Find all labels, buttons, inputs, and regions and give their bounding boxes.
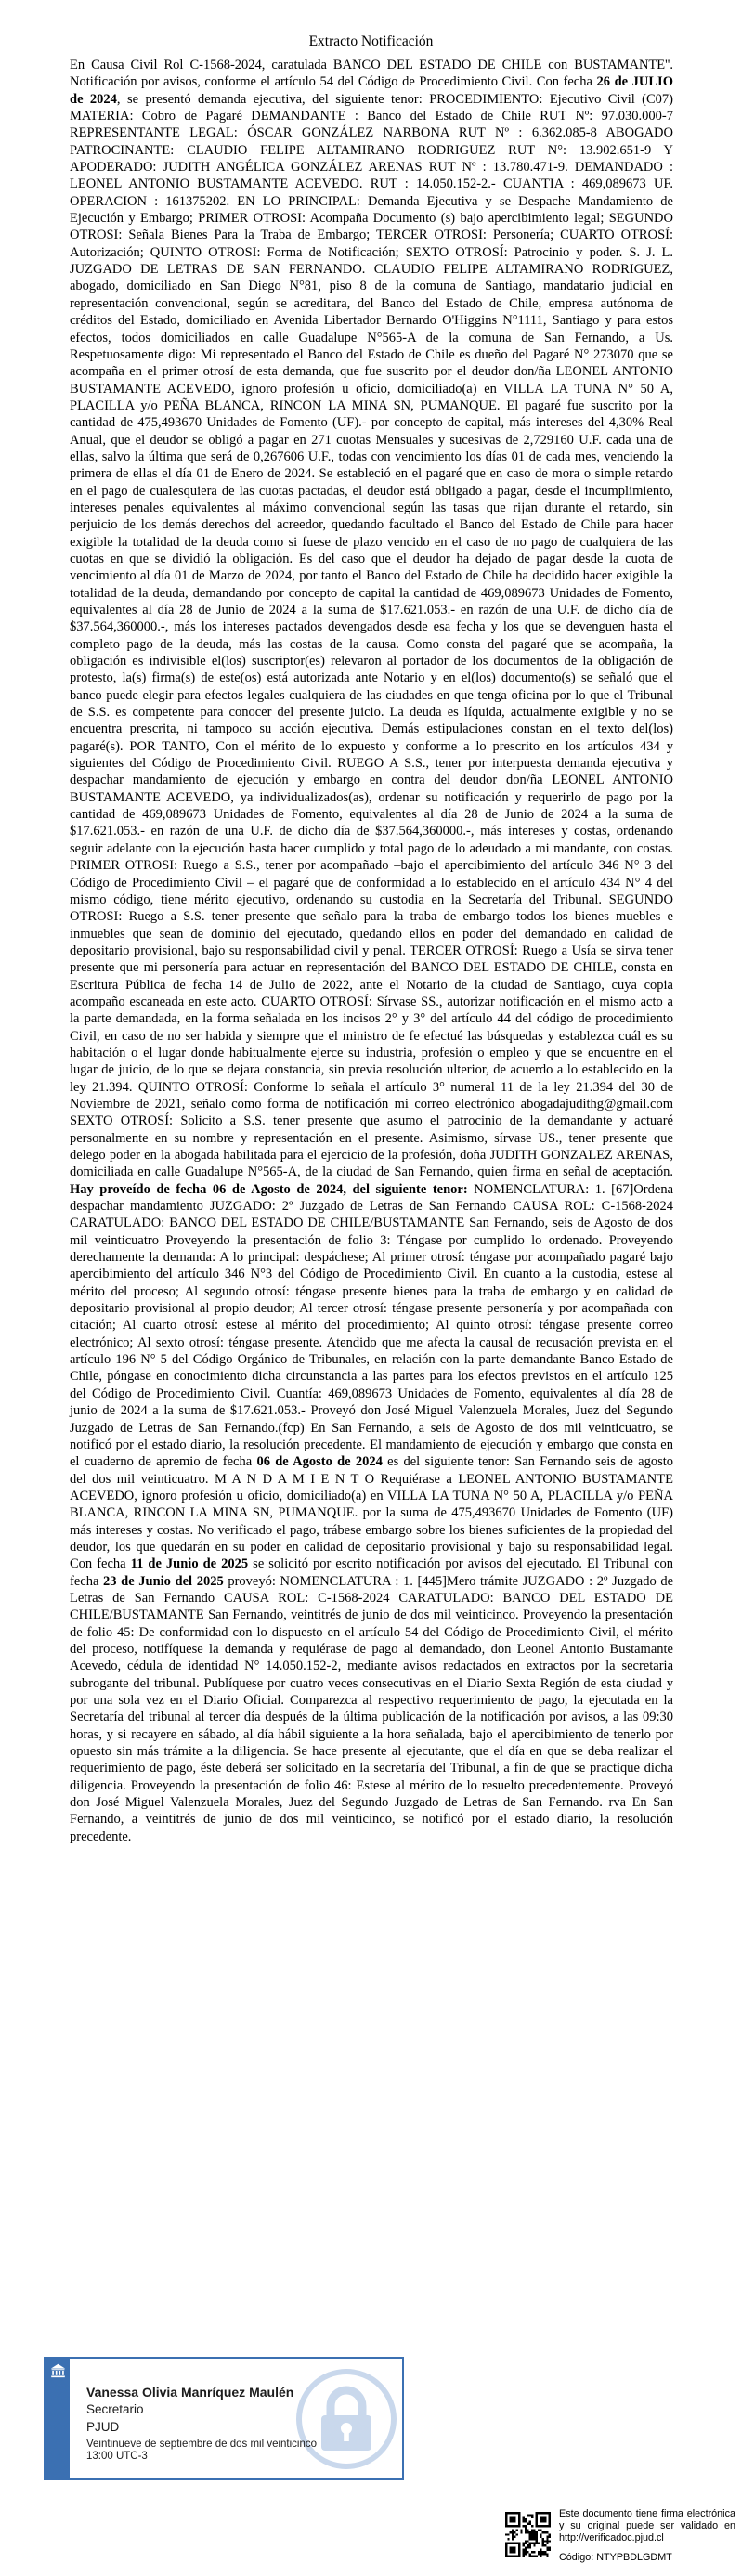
body-segment: Hay proveído de fecha 06 de Agosto de 2024, del siguiente tenor: bbox=[70, 1181, 468, 1197]
signature-block bbox=[44, 2357, 404, 2480]
signature-details bbox=[86, 2385, 397, 2463]
signer-organization: PJUD bbox=[86, 2420, 120, 2434]
body-segment: , se presentó demanda ejecutiva, del siguiente tenor: PROCEDIMIENTO: Ejecutivo Civil (C07) MATERIA: Cobro de Pagaré DEMANDANTE : Banco del Estado de Chile RUT Nº: 97.030.000-7 REPRESENTANTE LEGAL: ÓSCAR GONZÁLEZ NARBONA RUT Nº : 6.362.085-8 ABOGADO PATROCINANTE: CLAUDIO FELIPE ALTAMIRANO RODRIGUEZ RUT N°: 13.902.651-9 Y APODERADO: JUDITH ANGÉLICA GONZÁLEZ ARENAS RUT Nº : 13.780.471-9. DEMANDADO : LEONEL ANTONIO BUSTAMANTE ACEVEDO. RUT : 14.050.152-2.- CUANTIA : 469,089673 UF. OPERACION : 161375202. EN LO PRINCIPAL: Demanda Ejecutiva y se Despache Mandamiento de Ejecución y Embargo; PRIMER OTROSI: Acompaña Documento (s) bajo apercibimiento legal; SEGUNDO OTROSI: Señala Bienes Para la Traba de Embargo; TERCER OTROSI: Personería; CUARTO OTROSÍ: Autorización; QUINTO OTROSI: Forma de Notificación; SEXTO OTROSÍ: Patrocinio y poder. S. J. L. JUZGADO DE LETRAS DE SAN FERNANDO. CLAUDIO FELIPE ALTAMIRANO RODRIGUEZ, abogado, domiciliado en San Diego N°81, piso 8 de la comuna de Santiago, mandatario judicial en representación convencional, según se acreditara, del Banco del Estado de Chile, empresa autónoma de créditos del Estado, domiciliado en Avenida Libertador Bernardo O'Higgins N°1111, Santiago y para estos efectos, todos domiciliados en calle Guadalupe N°565-A de la comuna de San Fernando, a Us. Respetuosamente digo: Mi representado el Banco del Estado de Chile es dueño del Pagaré N° 273070 que se acompaña en el primer otrosí de esta demanda, que fue suscrito por el deudor don/ña LEONEL ANTONIO BUSTAMANTE ACEVEDO, ignoro profesión u oficio, domiciliado(a) en VILLA LA TUNA N° 50 A, PLACILLA y/o PEÑA BLANCA, RINCON LA MINA SN, PUMANQUE. El pagaré fue suscrito por la cantidad de 475,493670 Unidades de Fomento (UF).- por concepto de capital, más intereses del 4,30% Real Anual, que el deudor se obligó a pagar en 271 cuotas Mensuales y sucesivas de 2,729160 U.F. cada una de ellas, salvo la última que será de 0,267606 U.F., todas con vencimiento los días 01 de cada mes, venciendo la primera de ellas el día 01 de Enero de 2024. Se estableció en el pagaré que en caso de mora o simple retardo en el pago de cualesquiera de las cuotas pactadas, el deudor está obligado a pagar, desde el incumplimiento, intereses penales equivalentes al máximo convencional según las tasas que rijan durante el retardo, sin perjuicio de los demás derechos del acreedor, quedando facultado el Banco del Estado de Chile para hacer exigible la totalidad de la deuda como si fuese de plazo vencido en el caso de no pago de cualquiera de las cuotas en que se dividió la obligación. Es del caso que el deudor ha dejado de pagar desde la cuota de vencimiento al día 01 de Marzo de 2024, por tanto el Banco del Estado de Chile ha decidido hacer exigible la totalidad de la deuda, demandando por concepto de capital la cantidad de 469,089673 Unidades de Fomento, equivalentes al día 28 de Junio de 2024 a la suma de $17.621.053.- en razón de una U.F. de dicho día de $37.564,360000.-, más los intereses pactados devengados desde esa fecha y los que se devenguen hasta el completo pago de la deuda, más las costas de la causa. Como consta del pagaré que se acompaña, la obligación es indivisible el(los) suscriptor(es) relevaron al portador de los documentos de la obligación de protesto, la(s) firma(s) de este(os) está autorizada ante Notario y en el(los) documento(s) se señaló que el banco puede elegir para efectos legales cualquiera de las ciudades en que tenga oficina por lo que el Tribunal de S.S. es competente para conocer del presente juicio. La deuda es líquida, actualmente exigible y no se encuentra prescrita, ni tampoco su acción ejecutiva. Demás estipulaciones constan en el texto del(los) pagaré(s). POR TANTO, Con el mérito de lo expuesto y conforme a lo prescrito en los artículos 434 y siguientes del Código de Procedimiento Civil. RUEGO A S.S., tener por interpuesta demanda ejecutiva y despachar mandamiento de ejecución y embargo en contra del deudor don/ña LEONEL ANTONIO BUSTAMANTE ACEVEDO, ya individualizados(as), ordenar su notificación y requerirlo de pago por la cantidad de 469,089673 Unidades de Fomento, equivalentes al día 28 de Junio de 2024 a la suma de $17.621.053.- en razón de una U.F. de dicho día de $37.564,360000.-, más intereses y costas, ordenando seguir adelante con la ejecución hasta hacer cumplido y total pago de lo adeudado a mi mandante, con costas. PRIMER OTROSI: Ruego a S.S., tener por acompañado –bajo el apercibimiento del artículo 346 N° 3 del Código de Procedimiento Civil – el pagaré que de conformidad a lo establecido en el artículo 434 N° 4 del mismo código, tiene mérito ejecutivo, ordenando su custodia en la Secretaría del Tribunal. SEGUNDO OTROSI: Ruego a S.S. tener presente que señalo para la traba de embargo todos los bienes muebles e inmuebles que sean de dominio del ejecutado, quedando ellos en poder del demandado en calidad de depositario provisional, bajo su responsabilidad civil y penal. TERCER OTROSÍ: Ruego a Usía se sirva tener presente que mi personería para actuar en representación del BANCO DEL ESTADO DE CHILE, consta en Escritura Pública de fecha 14 de Julio de 2022, ante el Notario de la ciudad de Santiago, cuya copia acompaño escaneada en este acto. CUARTO OTROSÍ: Sírvase SS., autorizar notificación en el mismo acto a la parte demandada, en la forma señalada en los incisos 2° y 3° del artículo 44 del código de procedimiento Civil, en caso de no ser habida y siempre que el ministro de fe efectué las búsquedas y establezca cuál es su habitación o el lugar donde habitualmente ejerce su industria, profesión o empleo y que se encuentre en el lugar de juicio, de lo que se dejara constancia, sin previa resolución ulterior, de acuerdo a lo establecido en la ley 21.394. QUINTO OTROSÍ: Conforme lo señala el artículo 3° numeral 11 de la ley 21.394 del 30 de Noviembre de 2021, señalo como forma de notificación mi correo electrónico abogadajudithg@gmail.com SEXTO OTROSÍ: Solicito a S.S. tener presente que asumo el patrocinio de la demandante y actuaré personalmente en su nombre y representación en el presente. Asimismo, sírvase US., tener presente que delego poder en la abogada habilitada para el ejercicio de la profesión, doña JUDITH GONZALEZ ARENAS, domiciliada en calle Guadalupe N°565-A, de la ciudad de San Fernando, quien firma en señal de aceptación. bbox=[70, 91, 674, 1180]
verification-block bbox=[505, 2508, 735, 2564]
body-segment: 26 de JULIO de 2024 bbox=[70, 74, 673, 107]
signature-date: Veintinueve de septiembre de dos mil veinticinco bbox=[86, 2439, 318, 2450]
verification-message: Este documento tiene firma electrónica y su original puede ser validado en http://verificadoc.pjud.cl bbox=[559, 2508, 735, 2543]
body-segment: NOMENCLATURA: 1. [67]Ordena despachar mandamiento JUZGADO: 2º Juzgado de Letras de San Fernando CAUSA ROL: C-1568-2024 CARATULADO: BANCO DEL ESTADO DE CHILE/BUSTAMANTE San Fernando, seis de Agosto de dos mil veinticuatro Proveyendo la presentación de folio 3: Téngase por cumplido lo ordenado. Proveyendo derechamente la demanda: A lo principal: despáchese; Al primer otrosí: téngase por acompañado pagaré bajo apercibimiento del artículo 346 N°3 del Código de Procedimiento Civil. En cuanto a la custodia, estese al mérito del proceso; Al segundo otrosí: téngase presente bienes para la traba de embargo y en calidad de depositario provisional al propio deudor; Al tercer otrosí: téngase presente personería y por acompañada con citación; Al cuarto otrosí: estese al mérito del procedimiento; Al quinto otrosí: téngase presente correo electrónico; Al sexto otrosí: téngase presente. Atendido que me afecta la causal de recusación prevista en el artículo 196 N° 5 del Código Orgánico de Tribunales, en relación con la parte demandante Banco Estado de Chile, póngase en conocimiento dicha circunstancia a las partes para los efectos previstos en el artículo 125 del Código de Procedimiento Civil. Cuantía: 469,089673 Unidades de Fomento, equivalentes al día 28 de junio de 2024 a la suma de $17.621.053.- Proveyó don José Miguel Valenzuela Morales, Juez del Segundo Juzgado de Letras de San Fernando.(fcp) En San Fernando, a seis de Agosto de dos mil veinticuatro, se notificó por el estado diario, la resolución precedente. El mandamiento de ejecución y embargo que consta en el cuaderno de apremio de fecha bbox=[70, 1181, 674, 1470]
body-segment: En Causa Civil Rol C-1568-2024, caratulada BANCO DEL ESTADO DE CHILE con BUSTAMANTE''. Notificación por avisos, conforme el artículo 54 del Código de Procedimiento Civil. Con fecha bbox=[70, 58, 673, 90]
signer-name: Vanessa Olivia Manríquez Maulén bbox=[86, 2385, 294, 2400]
verification-code-label: Código: bbox=[559, 2552, 594, 2563]
signature-sidebar bbox=[46, 2359, 70, 2478]
body-segment: proveyó: NOMENCLATURA : 1. [445]Mero trámite JUZGADO : 2º Juzgado de Letras de San Fernando CAUSA ROL: C-1568-2024 CARATULADO: BANCO DEL ESTADO DE CHILE/BUSTAMANTE San Fernando, veintitrés de junio de dos mil veinticinco. Proveyendo la presentación de folio 45: De conformidad con lo dispuesto en el artículo 54 del Código de Procedimiento Civil, el mérito del proceso, notifíquese la demanda y requiérase de pago al demandado, don Leonel Antonio Bustamante Acevedo, cédula de identidad N° 14.050.152-2, mediante avisos redactados en extractos por la secretaria subrogante del tribunal. Publíquese por cuatro veces consecutivas en el Diario Sexta Región de esta ciudad y por una sola vez en el Diario Oficial. Comparezca al respectivo requerimiento de pago, la ejecutada en la Secretaría del tribunal al tercer día después de la última publicación de la notificación por avisos, a las 09:30 horas, y si recayere en sábado, al día hábil siguiente a la hora señalada, bajo el apercibimiento de tenerlo por opuesto sin más trámite a la diligencia. Se hace presente al ejecutante, que el día en que se deba realizar el requerimiento de pago, éste deberá ser solicitado en la secretaría del Tribunal, a fin de que se practique dicha diligencia. Proveyendo la presentación de folio 46: Estese al mérito de lo resuelto precedentemente. Proveyó don José Miguel Valenzuela Morales, Juez del Segundo Juzgado de Letras de San Fernando. rva En San Fernando, a veintitrés de junio de dos mil veinticinco, se notificó por el estado diario, la resolución precedente. bbox=[70, 1573, 674, 1844]
verification-code-line bbox=[559, 2552, 735, 2564]
verification-code: NTYPBDLGDMT bbox=[596, 2552, 672, 2563]
body-segment: se solicitó por escrito notificación por avisos del ejecutado. El Tribunal con fecha bbox=[70, 1556, 674, 1589]
verification-text bbox=[559, 2508, 735, 2564]
body-segment: 23 de Junio del 2025 bbox=[103, 1573, 224, 1589]
body-segment: 11 de Junio de 2025 bbox=[130, 1556, 249, 1572]
body-segment: 06 de Agosto de 2024 bbox=[256, 1454, 383, 1470]
body-segment: es del siguiente tenor: San Fernando seis de agosto del dos mil veinticuatro. M A N D A M I E N T O Requiérase a LEONEL ANTONIO BUSTAMANTE ACEVEDO, ignoro profesión u oficio, domiciliado(a) en VILLA LA TUNA N° 50 A, PLACILLA y/o PEÑA BLANCA, RINCON LA MINA SN, PUMANQUE. por la suma de 475,493670 Unidades de Fomento (UF) más intereses y costas. No verificado el pago, trábese embargo sobre los bienes suficientes de la propiedad del deudor, los que quedarán en su poder en calidad de depositario provisional y bajo su responsabilidad legal. Con fecha bbox=[70, 1454, 673, 1572]
qr-code bbox=[505, 2512, 551, 2557]
page-title: Extracto Notificación bbox=[308, 33, 434, 49]
signature-time: 13:00 UTC-3 bbox=[86, 2451, 148, 2462]
document-body bbox=[70, 57, 673, 1845]
bank-icon bbox=[46, 2363, 70, 2378]
signer-role: Secretario bbox=[86, 2402, 144, 2416]
